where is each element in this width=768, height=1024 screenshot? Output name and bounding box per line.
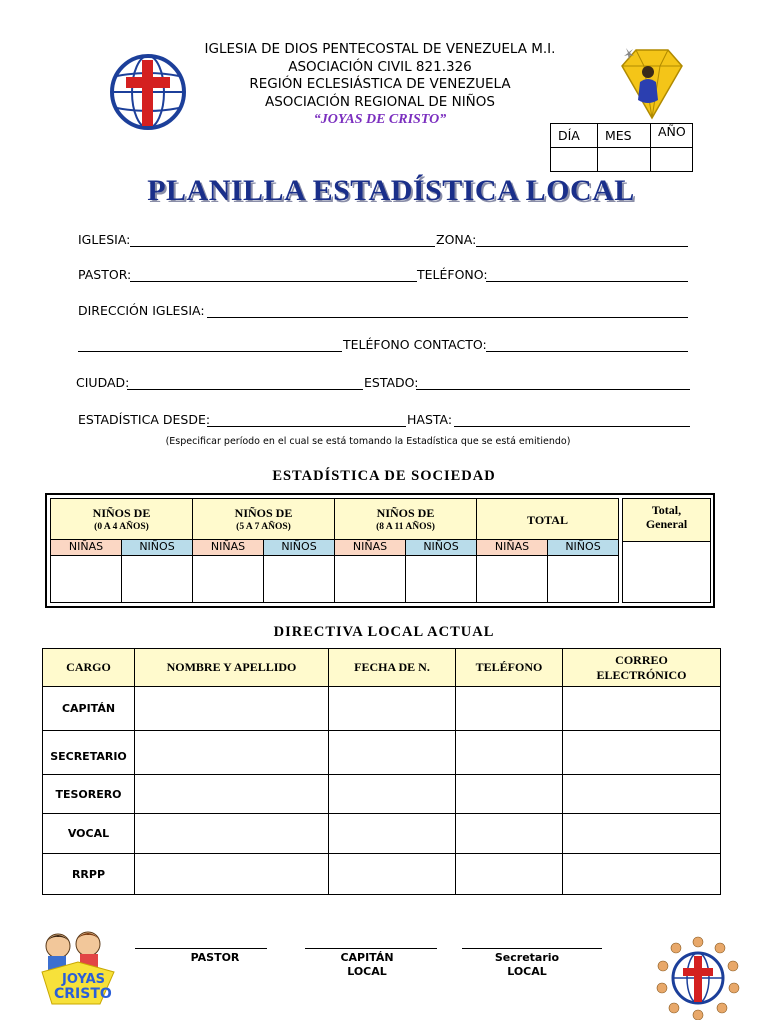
rrpp-fecha-field[interactable] bbox=[329, 854, 456, 895]
header-line-4: ASOCIACIÓN REGIONAL DE NIÑOS bbox=[265, 93, 495, 110]
date-year-field[interactable] bbox=[651, 148, 693, 172]
joyas-de-cristo-logo bbox=[38, 928, 118, 1008]
capitan-label-text-2: LOCAL bbox=[347, 965, 387, 978]
group-header-0-4 bbox=[50, 498, 193, 540]
sociedad-title: ESTADÍSTICA DE SOCIEDAD bbox=[272, 468, 496, 484]
tesorero-nombre-field[interactable] bbox=[135, 775, 329, 814]
direccion-label: DIRECCIÓN IGLESIA: bbox=[78, 303, 205, 318]
ninas-count-5-7[interactable] bbox=[193, 556, 264, 603]
ninos-count-total[interactable] bbox=[548, 556, 619, 603]
secretario-telefono-field[interactable] bbox=[456, 731, 563, 775]
ninos-count-5-7[interactable] bbox=[264, 556, 335, 603]
ninos-count-0-4[interactable] bbox=[122, 556, 193, 603]
group-8-11-label: NIÑOS DE bbox=[376, 506, 435, 520]
secretario-nombre-field[interactable] bbox=[135, 731, 329, 775]
capitan-nombre-field[interactable] bbox=[135, 687, 329, 731]
ninas-count-total[interactable] bbox=[477, 556, 548, 603]
group-0-4-label: NIÑOS DE bbox=[92, 506, 151, 520]
col-correo: CORREO ELECTRÓNICO bbox=[563, 649, 721, 687]
rrpp-nombre-field[interactable] bbox=[135, 854, 329, 895]
role-rrpp: RRPP bbox=[43, 854, 135, 895]
col-fecha: FECHA DE N. bbox=[329, 649, 456, 687]
pastor-label-text: PASTOR bbox=[190, 951, 240, 964]
tesorero-correo-field[interactable] bbox=[563, 775, 721, 814]
ninas-header-total: NIÑAS bbox=[477, 540, 548, 556]
capitan-signature-line[interactable] bbox=[305, 948, 437, 949]
telefono-field[interactable] bbox=[486, 281, 688, 282]
secretario-signature-line[interactable] bbox=[462, 948, 602, 949]
iglesia-label: IGLESIA: bbox=[78, 232, 131, 247]
capitan-signature-label bbox=[305, 951, 429, 979]
group-8-11-range: (8 A 11 AÑOS) bbox=[376, 522, 435, 532]
telefono-contacto-label: TELÉFONO CONTACTO: bbox=[343, 337, 487, 352]
role-secretario: SECRETARIO bbox=[43, 731, 135, 775]
direccion-field-2[interactable] bbox=[78, 351, 342, 352]
ninos-count-8-11[interactable] bbox=[406, 556, 477, 603]
ninas-header-0-4: NIÑAS bbox=[50, 540, 122, 556]
desde-field[interactable] bbox=[207, 426, 406, 427]
table-row bbox=[43, 731, 721, 775]
group-total-label: TOTAL bbox=[527, 513, 568, 527]
col-nombre: NOMBRE Y APELLIDO bbox=[135, 649, 329, 687]
total-general-header: Total, General bbox=[622, 498, 711, 542]
table-row bbox=[43, 814, 721, 854]
vocal-fecha-field[interactable] bbox=[329, 814, 456, 854]
ninas-count-8-11[interactable] bbox=[335, 556, 406, 603]
ninas-header-5-7: NIÑAS bbox=[193, 540, 264, 556]
telefono-label: TELÉFONO: bbox=[417, 267, 488, 282]
col-telefono: TELÉFONO bbox=[456, 649, 563, 687]
directiva-title: DIRECTIVA LOCAL ACTUAL bbox=[273, 624, 495, 640]
directiva-table bbox=[42, 648, 721, 895]
group-5-7-range: (5 A 7 AÑOS) bbox=[236, 522, 291, 532]
header-line-2: ASOCIACIÓN CIVIL 821.326 bbox=[288, 58, 472, 75]
sociedad-table bbox=[45, 493, 715, 608]
zona-field[interactable] bbox=[476, 246, 688, 247]
group-5-7-label: NIÑOS DE bbox=[234, 506, 293, 520]
secretario-fecha-field[interactable] bbox=[329, 731, 456, 775]
period-note: (Especificar período en el cual se está tomando la Estadística que se está emitiendo) bbox=[165, 436, 571, 447]
header-joyas-de-cristo: “JOYAS DE CRISTO” bbox=[313, 112, 447, 127]
ninos-header-5-7: NIÑOS bbox=[264, 540, 335, 556]
date-day-field[interactable] bbox=[551, 148, 598, 172]
group-0-4-range: (0 A 4 AÑOS) bbox=[94, 522, 149, 532]
direccion-field[interactable] bbox=[207, 317, 688, 318]
table-row bbox=[43, 687, 721, 731]
ninas-header-8-11: NIÑAS bbox=[335, 540, 406, 556]
diamond-child-logo bbox=[612, 42, 692, 122]
capitan-telefono-field[interactable] bbox=[456, 687, 563, 731]
vocal-telefono-field[interactable] bbox=[456, 814, 563, 854]
date-year-label: AÑO bbox=[651, 124, 693, 148]
secretario-label-text-1: Secretario bbox=[494, 951, 560, 964]
table-row bbox=[43, 775, 721, 814]
capitan-correo-field[interactable] bbox=[563, 687, 721, 731]
pastor-field[interactable] bbox=[130, 281, 417, 282]
estado-label: ESTADO: bbox=[364, 375, 419, 390]
capitan-fecha-field[interactable] bbox=[329, 687, 456, 731]
group-header-8-11 bbox=[335, 498, 477, 540]
logo-text-joyas: JOYAS bbox=[62, 972, 106, 987]
vocal-correo-field[interactable] bbox=[563, 814, 721, 854]
pastor-signature-line[interactable] bbox=[135, 948, 267, 949]
ciudad-field[interactable] bbox=[127, 389, 363, 390]
vocal-nombre-field[interactable] bbox=[135, 814, 329, 854]
secretario-label-text-2: LOCAL bbox=[507, 965, 547, 978]
date-month-field[interactable] bbox=[598, 148, 651, 172]
rrpp-telefono-field[interactable] bbox=[456, 854, 563, 895]
total-general-field[interactable] bbox=[622, 542, 711, 603]
zona-label: ZONA: bbox=[436, 232, 477, 247]
logo-text-cristo: CRISTO bbox=[54, 986, 112, 1002]
estado-field[interactable] bbox=[416, 389, 690, 390]
date-day-label: DÍA bbox=[551, 124, 598, 148]
ciudad-label: CIUDAD: bbox=[76, 375, 130, 390]
pastor-label: PASTOR: bbox=[78, 267, 132, 282]
date-month-label: MES bbox=[598, 124, 651, 148]
role-vocal: VOCAL bbox=[43, 814, 135, 854]
ninos-header-0-4: NIÑOS bbox=[122, 540, 193, 556]
role-capitan: CAPITÁN bbox=[43, 687, 135, 731]
tesorero-telefono-field[interactable] bbox=[456, 775, 563, 814]
group-header-5-7 bbox=[193, 498, 335, 540]
page-title: PLANILLA ESTADÍSTICA LOCAL bbox=[147, 174, 635, 207]
role-tesorero: TESORERO bbox=[43, 775, 135, 814]
col-cargo: CARGO bbox=[43, 649, 135, 687]
ninos-header-8-11: NIÑOS bbox=[406, 540, 477, 556]
ninas-count-0-4[interactable] bbox=[50, 556, 122, 603]
iglesia-field[interactable] bbox=[130, 246, 435, 247]
table-row bbox=[43, 854, 721, 895]
ninos-header-total: NIÑOS bbox=[548, 540, 619, 556]
group-header-total bbox=[477, 498, 619, 540]
secretario-correo-field[interactable] bbox=[563, 731, 721, 775]
capitan-label-text-1: CAPITÁN bbox=[340, 951, 394, 964]
header-line-1: IGLESIA DE DIOS PENTECOSTAL DE VENEZUELA M.I. bbox=[204, 41, 556, 57]
pastor-signature-label bbox=[135, 951, 295, 965]
telefono-contacto-field[interactable] bbox=[486, 351, 688, 352]
desde-label: ESTADÍSTICA DESDE: bbox=[78, 412, 211, 427]
date-box bbox=[550, 123, 693, 172]
header-line-3: REGIÓN ECLESIÁSTICA DE VENEZUELA bbox=[249, 76, 511, 92]
hasta-field[interactable] bbox=[454, 426, 690, 427]
rrpp-correo-field[interactable] bbox=[563, 854, 721, 895]
tesorero-fecha-field[interactable] bbox=[329, 775, 456, 814]
secretario-signature-label bbox=[462, 951, 592, 979]
church-emblem-children-logo bbox=[656, 936, 740, 1020]
hasta-label: HASTA: bbox=[407, 412, 453, 427]
